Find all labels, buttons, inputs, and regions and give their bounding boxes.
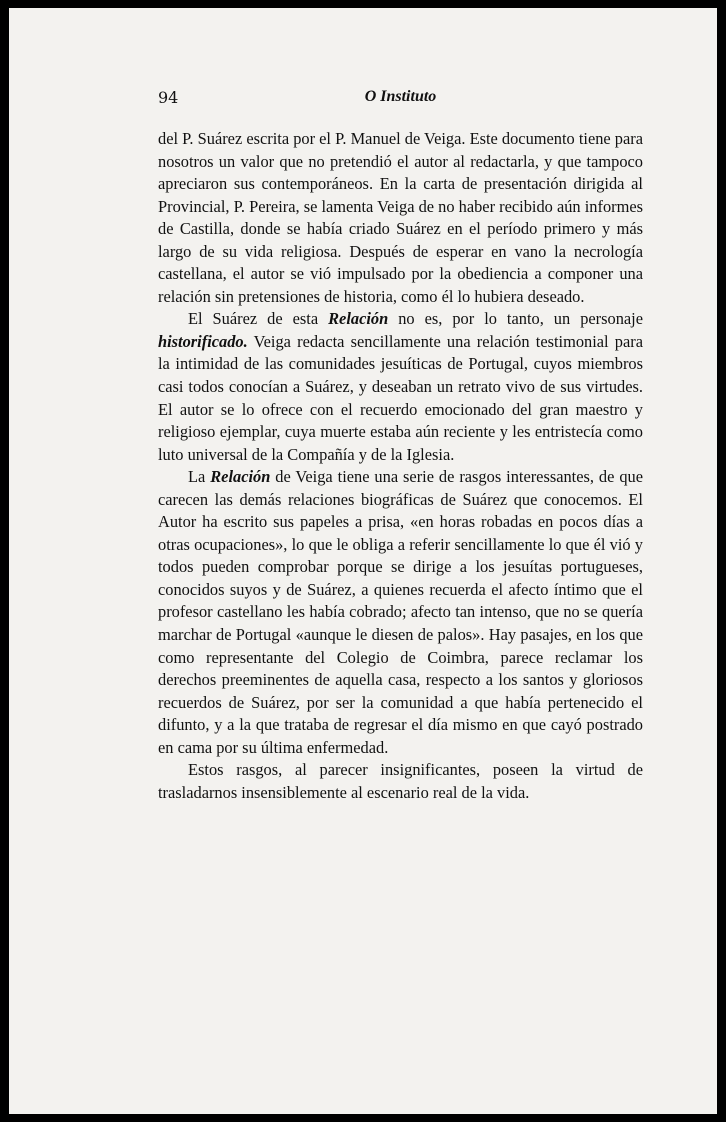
italic-term: historificado. xyxy=(158,331,248,351)
page-header xyxy=(158,88,643,112)
paragraph xyxy=(158,759,643,804)
text-segment: del P. Suárez escrita por el P. Manuel de Veiga. Este documento tiene para nosotros un valor que no pretendió el autor al redactarla, y que tampoco apreciaron sus contemporáneos. En la carta de presentación dirigida al Provincial, P. Pereira, se lamenta Veiga de no haber recibido aún informes de Castilla, donde se había criado Suárez en el período primero y más largo de su vida religiosa. Después de esperar en vano la necrología castellana, el autor se vió impulsado por la obediencia a componer una relación sin pretensiones de historia, como él lo hubiera deseado. xyxy=(158,129,643,306)
text-segment: Estos rasgos, al parecer insignificantes, poseen la virtud de trasladarnos insensiblemente al escenario real de la vida. xyxy=(158,760,643,802)
italic-title: Relación xyxy=(210,467,271,487)
paragraph xyxy=(158,308,643,466)
paragraph xyxy=(158,128,643,308)
paragraph xyxy=(158,466,643,759)
text-segment: no es, por lo tanto, un personaje xyxy=(388,309,643,329)
body-text xyxy=(158,128,643,804)
text-segment: Veiga redacta sencillamente una relación testimonial para la intimidad de las comunidades jesuíticas de Portugal, cuyos miembros casi todos conocían a Suárez, y deseaban un retrato vivo de sus virtudes. El autor se lo ofrece con el recuerdo emocionado del gran maestro y religioso ejemplar, cuya muerte estaba aún reciente y les entristecía como luto universal de la Compañía y de la Iglesia. xyxy=(158,331,643,464)
text-segment: La xyxy=(188,467,211,487)
text-segment: de Veiga tiene una serie de rasgos interessantes, de que carecen las demás relaciones biográficas de Suárez que conocemos. El Autor ha escrito sus papeles a prisa, «en horas robadas en pocos días a otras ocupaciones», lo que le obliga a referir sencillamente lo que él vió y todos pueden comprobar porque se dirige a los jesuítas portugueses, conocidos suyos y de Suárez, a quienes recuerda el afecto íntimo que el profesor castellano les había cobrado; afecto tan intenso, que no se quería marchar de Portugal «aunque le diesen de palos». Hay pasajes, en los que como representante del Colegio de Coimbra, parece reclamar los derechos preeminentes de aquella casa, respecto a los santos y gloriosos recuerdos de Suárez, por ser la comunidad a que había pertenecido el difunto, y a la que trataba de regresar el día mismo en que cayó postrado en cama por su última enfermedad. xyxy=(158,467,643,757)
text-segment: El Suárez de esta xyxy=(188,309,329,329)
italic-title: Relación xyxy=(328,309,389,329)
page-number: 94 xyxy=(158,88,179,107)
running-title: O Instituto xyxy=(364,88,437,105)
